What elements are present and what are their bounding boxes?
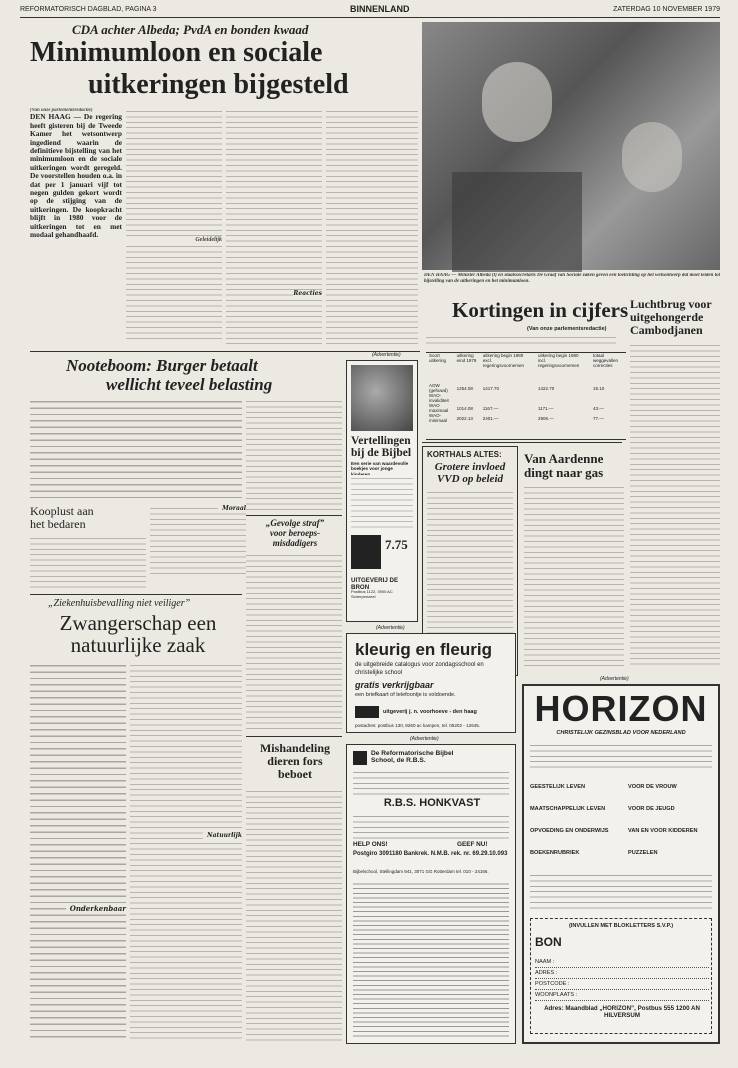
kort-h1: uitkering eind 1979 [456,353,477,363]
luchtbrug-title-3: Cambodjanen [630,323,703,337]
zwanger-title-1: Zwangerschap een [59,611,217,635]
horizon-item: OPVOEDING EN ONDERWIJS [530,828,609,834]
horizon-subtitle: CHRISTELIJK GEZINSBLAD VOOR NEDERLAND [556,730,686,736]
bijbel-ad-price: 7.75 [385,537,408,552]
horizon-item: GEESTELIJK LEVEN [530,784,586,790]
zwanger-subhead-2: Natuurlijk [203,832,242,839]
kortingen-title: Kortingen in cijfers [452,298,629,322]
table-cell: 19.10 [592,385,605,391]
vanaardenne-title-2: dingt naar gas [524,465,604,480]
horizon-item: VOOR DE JEUGD [628,806,675,812]
horizon-field-city[interactable]: WOONPLAATS : [535,990,709,1001]
rbs-org-2: School, de R.B.S. [371,757,426,765]
table-cell: 1167.— [482,405,499,411]
kleurig-ad-sub-2: christelijke school [355,670,403,676]
lead-headline-1: Minimumloon en sociale [30,37,323,68]
rbs-footer: Bijbelschool, Stellingdam 941, 3071 GG Rotterdam tel. 010 - 24166. [353,869,489,874]
vanaardenne-body [524,484,624,666]
lead-col-4 [326,108,418,348]
kooplust-body [30,535,146,589]
horizon-item: PUZZELEN [628,850,658,856]
horizon-field-address[interactable]: ADRES : [535,968,709,979]
zwanger-rule [30,594,242,595]
korthals-title-2: VVD op beleid [437,473,503,485]
gevolge-title [248,518,342,548]
gevolge-title-3: misdadigers [272,538,318,548]
kooplust-title [30,505,94,531]
luchtbrug-body [630,342,720,667]
bijbel-ad-image [351,365,413,431]
horizon-title: HORIZON [534,688,708,729]
vanaardenne-title [524,452,603,480]
horizon-item: VOOR DE VROUW [628,784,677,790]
table-cell: 1014.08 [456,405,473,411]
kleurig-ad-tag: gratis verkrijgbaar [355,680,434,690]
horizon-ad [522,684,720,1044]
paper-name: REFORMATORISCH DAGBLAD, PAGINA 3 [20,6,157,13]
luchtbrug-title [630,298,712,337]
table-cell: 2906.— [537,415,554,421]
nooteboom-title-2: wellicht teveel belasting [106,375,273,394]
lead-col-1 [30,108,122,348]
mishandeling-body [246,788,342,1042]
issue-date: ZATERDAG 10 NOVEMBER 1979 [613,6,720,13]
zwanger-title-2: natuurlijke zaak [70,633,206,657]
lead-subhead-2: Reacties [293,290,322,297]
kortingen-intro [426,334,616,348]
zwanger-title [38,612,238,656]
kleurig-ad-label: (Advertentie) [376,625,405,631]
gevolge-rule [246,515,342,516]
vanaardenne-title-1: Van Aardenne [524,451,604,466]
korthals-title [423,461,517,485]
luchtbrug-title-2: uitgehongerde [630,310,704,324]
rbs-geef: GEEF NU! [457,841,488,848]
nooteboom-title [66,356,272,394]
horizon-coupon[interactable] [530,918,712,1034]
nooteboom-title-1: Nooteboom: Burger betaalt [66,356,258,375]
lead-subhead-1: Geleidelijk [195,237,222,243]
section-name: BINNENLAND [350,4,410,14]
nooteboom-col-2 [246,398,342,510]
horizon-item: VAN EN VOOR KIDDEREN [628,828,698,834]
voorhoeve-logo [355,706,379,718]
rbs-postgiro: Postgiro 3091180 Bankrek. N.M.B. rek. nr. 69.29.10.093 [353,851,508,857]
table-cell: 77.— [592,415,604,421]
zwanger-kicker: „Ziekenhuisbevalling niet veiliger” [48,598,191,609]
mishandeling-rule [246,736,342,737]
table-cell: 2022.13 [456,415,473,421]
table-cell: 1254.08 [456,385,473,391]
horizon-ad-label: (Advertentie) [600,676,629,682]
gevolge-body [246,552,342,730]
horizon-field-postcode[interactable]: POSTCODE : [535,979,709,990]
kleurig-ad-firm: uitgeverij j. n. voorhoeve - den haag [383,709,477,715]
kort-h0: Soort uitkering [429,353,447,363]
lead-rule [30,351,420,352]
kort-h4: totaal weggevallen correcties [592,353,618,368]
header-rule [20,17,720,18]
bijbel-ad-address: Postbus 1122, 3900 AC Scherpenzeel [351,589,393,599]
bijbel-ad-title [351,435,411,459]
bijbel-ad-label: (Advertentie) [372,352,401,358]
horizon-coupon-head: (INVULLEN MET BLOKLETTERS S.V.P.) [568,923,674,929]
table-cell: WAO maximaal [429,403,449,413]
table-cell: WAO-invaliditeit [429,393,449,403]
nooteboom-col-1 [30,398,242,498]
bijbel-ad-title-1: Vertellingen [351,435,411,447]
gevolge-title-2: voor beroeps- [269,528,321,538]
rbs-org [371,750,453,765]
horizon-right-items [628,776,714,864]
lead-col-2 [126,108,222,348]
horizon-item: BOEKENRUBRIEK [530,850,580,856]
page-header [20,4,720,16]
nooteboom-col-3 [150,505,246,577]
doorbraak-rule [524,668,720,674]
rbs-org-1: De Reformatorische Bijbel [371,750,454,757]
mishandeling-title-1: Mishandeling [259,741,331,755]
mishandeling-title-2: dieren fors [267,754,323,768]
horizon-item: MAATSCHAPPELIJK LEVEN [530,806,606,812]
rbs-title: R.B.S. HONKVAST [383,797,481,809]
lead-byline: (Van onze parlementsredactie) [30,108,93,113]
kortingen-table [426,352,626,440]
lead-intro: DEN HAAG — De regering heeft gisteren bij de Tweede Kamer het wetsontwerp ingediend waarin de definitieve bijstelling van het minimumloon en de sociale uitkeringen wordt geregeld. De voorstellen houden o.a. in dat per 1 januari vijf tot negen gulden gekort wordt op de stijging van de uitkeringen. De koopkracht blijft in 1980 voor de uitkeringen tot en met modaal gehandhaafd. [30,112,122,240]
zwanger-subhead-1: Onderkenbaar [66,904,126,913]
rbs-logo [353,751,367,765]
bijbel-ad-title-2: bij de Bijbel [351,447,412,459]
horizon-left-items [530,776,620,864]
lead-kicker: CDA achter Albeda; PvdA en bonden kwaad [72,22,309,37]
photo-caption: DEN HAAG — Minister Albeda (l) en staatssecretaris De Graaf van Sociale zaken geven een toelichting op het wetsontwerp dat moet leiden tot bijstelling van de uitkeringen en het minimumloon. [424,273,720,284]
luchtbrug-title-1: Luchtbrug voor [630,297,712,311]
kortingen-rule [422,442,622,443]
lead-headline-2: uitkeringen bijgesteld [88,69,349,100]
bijbel-ad [346,360,418,622]
horizon-field-name[interactable]: NAAM : [535,957,709,968]
horizon-address: Adres: Maandblad „HORIZON”, Postbus 555 1200 AN HILVERSUM [544,1005,700,1020]
table-cell: 1171.— [537,405,554,411]
rbs-help: HELP ONS! [353,841,388,848]
table-cell: 43.— [592,405,604,411]
korthals-title-1: Grotere invloed [434,461,506,473]
kort-h2: uitkering begin 1980 excl. regeringsvoornemen [482,353,525,368]
table-cell: 1422.70 [537,385,555,391]
kleurig-ad-sub-3: een briefkaart of telefoontje is voldoende. [355,692,456,698]
nooteboom-subhead: Moraal [218,505,246,512]
gevolge-title-1: „Gevolge straf” [265,518,325,528]
bijbel-ad-badge [351,535,381,569]
lead-col-3 [226,108,322,348]
bijbel-ad-sub: Een serie van waardevolle boekjes voor jonge [351,461,409,472]
mishandeling-title [248,742,342,781]
korthals-kicker: KORTHALS ALTES: [427,450,502,459]
zwanger-col-1 [30,662,126,1042]
zwanger-col-2 [130,662,242,1042]
mishandeling-title-3: beboet [278,767,312,781]
kooplust-title-1: Kooplust aan [30,504,94,518]
kooplust-title-2: het bedaren [30,517,86,531]
minister-photo [422,22,720,270]
kleurig-ad-address: postadres: postbus 130, 8260 ac kampen, tel. 05202 - 12645. [355,723,481,728]
table-cell: WAO-minimaal [429,413,448,423]
horizon-bon: BON [535,935,562,949]
kleurig-ad-sub-1: de uitgebreide catalogus voor zondagsschool en [355,662,484,668]
horizon-fields [535,957,709,1001]
table-cell: 1417.70 [482,385,500,391]
bijbel-ad-publisher: UITGEVERIJ DE BRON [351,577,399,591]
table-cell: AOW (gehuwd) [429,383,448,393]
kleurig-ad [346,633,516,733]
table-cell: 2401.— [482,415,499,421]
kort-h3: uitkering begin 1980 incl. regeringsvoornemen [537,353,580,368]
rbs-ad-label: (Advertentie) [410,736,439,742]
kortingen-byline: (Van onze parlementsredactie) [527,326,607,332]
rbs-ad [346,744,516,1044]
kleurig-ad-title: kleurig en fleurig [355,640,492,659]
